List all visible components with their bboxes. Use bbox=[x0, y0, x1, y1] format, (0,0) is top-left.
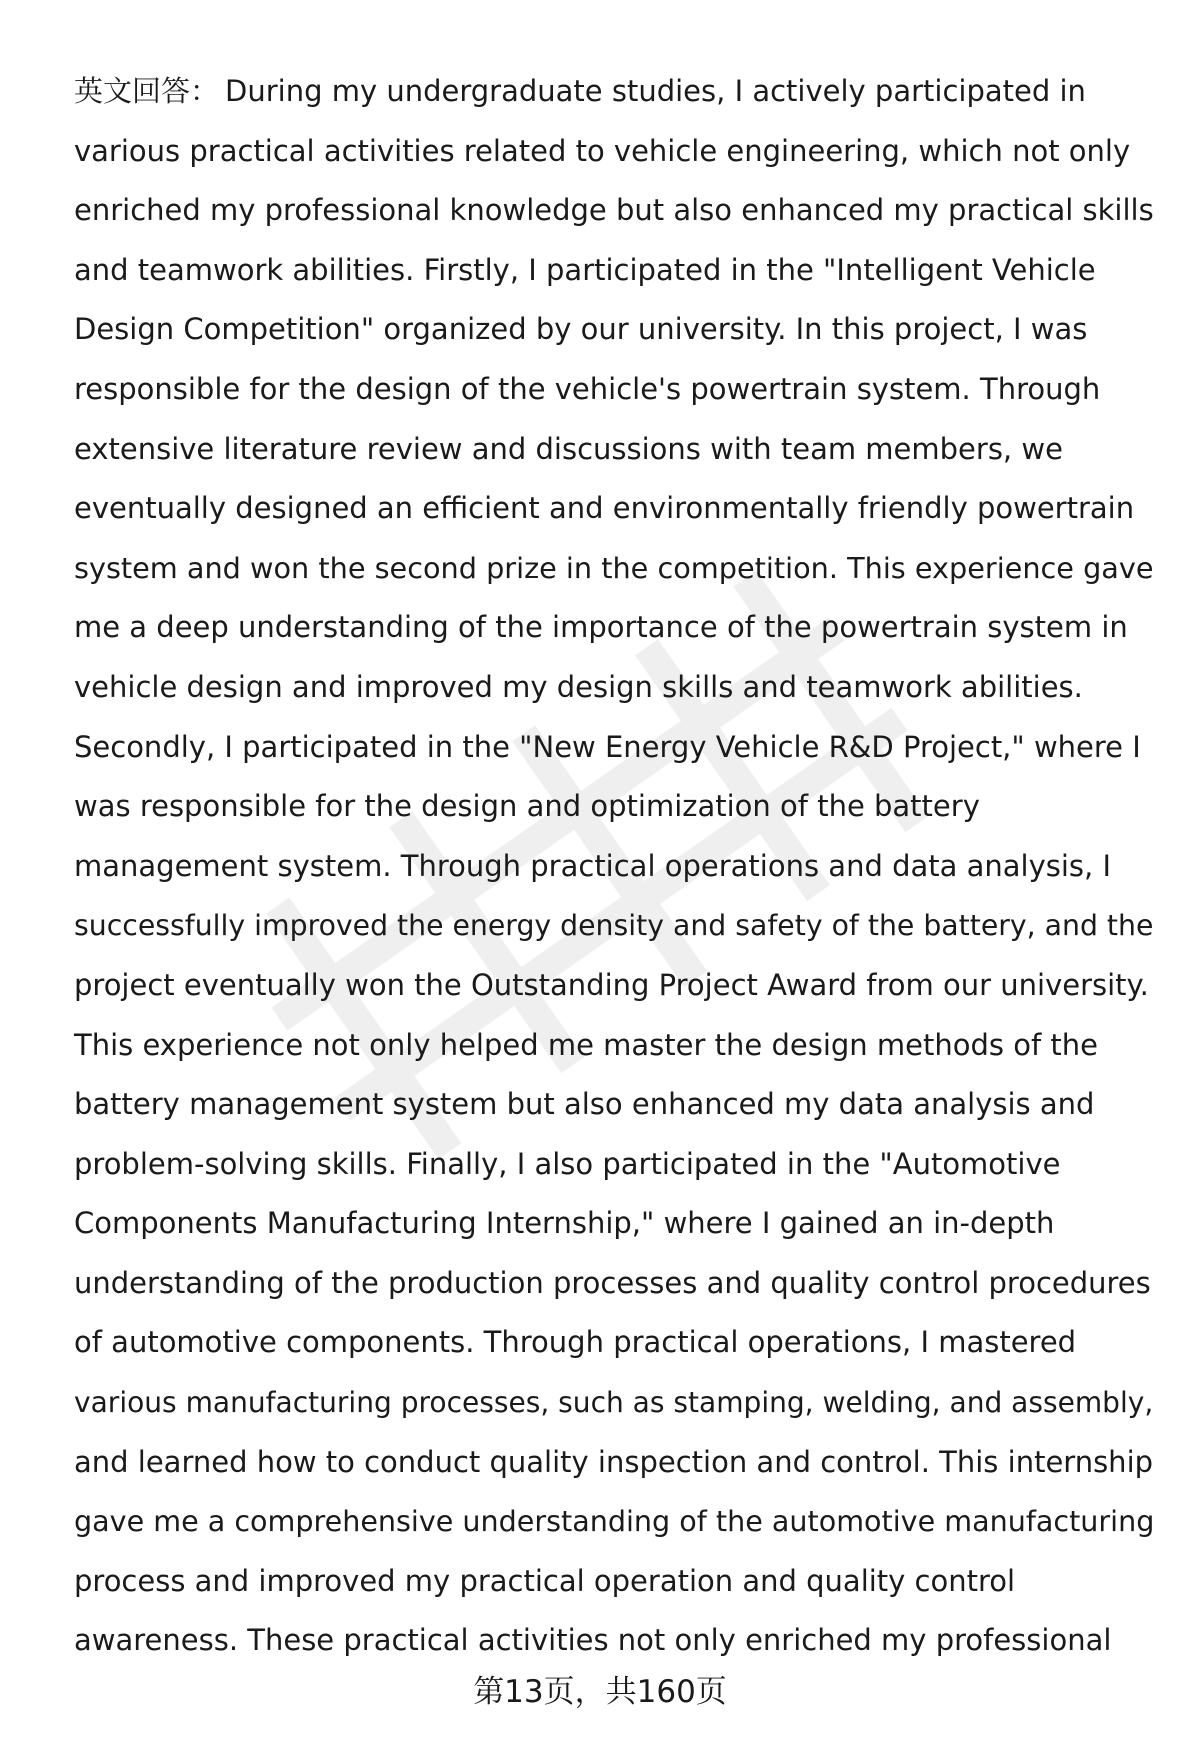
text-line-25: gave me a comprehensive understanding of the automotive manufacturing bbox=[74, 1504, 1155, 1539]
text-line-19: problem-solving skills. Finally, I also participated in the "Automotive bbox=[74, 1146, 1061, 1181]
text-line-6: responsible for the design of the vehicle's powertrain system. Through bbox=[74, 371, 1101, 406]
text-line-14: management system. Through practical operations and data analysis, I bbox=[74, 848, 1112, 883]
text-line-23: various manufacturing processes, such as stamping, welding, and assembly, bbox=[74, 1386, 1154, 1420]
text-line-16: project eventually won the Outstanding Project Award from our university. bbox=[74, 967, 1149, 1002]
text-line-21: understanding of the production processes and quality control procedures bbox=[74, 1265, 1151, 1300]
text-line-18: battery management system but also enhanced my data analysis and bbox=[74, 1087, 1095, 1122]
text-line-12: Secondly, I participated in the "New Energy Vehicle R&D Project," where I bbox=[74, 729, 1141, 764]
text-line-10: me a deep understanding of the importance of the powertrain system in bbox=[74, 610, 1128, 645]
text-line-17: This experience not only helped me master the design methods of the bbox=[74, 1027, 1098, 1062]
text-line-7: extensive literature review and discussions with team members, we bbox=[74, 431, 1063, 466]
text-line-8: eventually designed an efficient and environmentally friendly powertrain bbox=[74, 491, 1135, 526]
text-line-15: successfully improved the energy density and safety of the battery, and the bbox=[74, 909, 1154, 943]
text-line-9: system and won the second prize in the competition. This experience gave bbox=[74, 550, 1154, 585]
text-line-22: of automotive components. Through practical operations, I mastered bbox=[74, 1325, 1077, 1360]
text-line-20: Components Manufacturing Internship," where I gained an in-depth bbox=[74, 1206, 1055, 1241]
page-number-footer: 第13页，共160页 bbox=[473, 1674, 727, 1710]
text-line-5: Design Competition" organized by our university. In this project, I was bbox=[74, 312, 1088, 347]
text-line-11: vehicle design and improved my design skills and teamwork abilities. bbox=[74, 669, 1083, 704]
answer-text bbox=[74, 62, 1154, 1671]
text-line-4: and teamwork abilities. Firstly, I participated in the "Intelligent Vehicle bbox=[74, 252, 1096, 287]
text-line-3: enriched my professional knowledge but also enhanced my practical skills bbox=[74, 193, 1154, 228]
text-line-26: process and improved my practical operation and quality control bbox=[74, 1563, 1016, 1598]
text-line-24: and learned how to conduct quality inspection and control. This internship bbox=[74, 1444, 1154, 1479]
text-line-13: was responsible for the design and optimization of the battery bbox=[74, 789, 980, 824]
answer-label: 英文回答： bbox=[74, 74, 220, 108]
text-line-2: various practical activities related to vehicle engineering, which not only bbox=[74, 133, 1131, 168]
text-line-1: 英文回答： During my undergraduate studies, I actively participated in bbox=[74, 74, 1086, 108]
text-line-27: awareness. These practical activities not only enriched my professional bbox=[74, 1623, 1112, 1658]
